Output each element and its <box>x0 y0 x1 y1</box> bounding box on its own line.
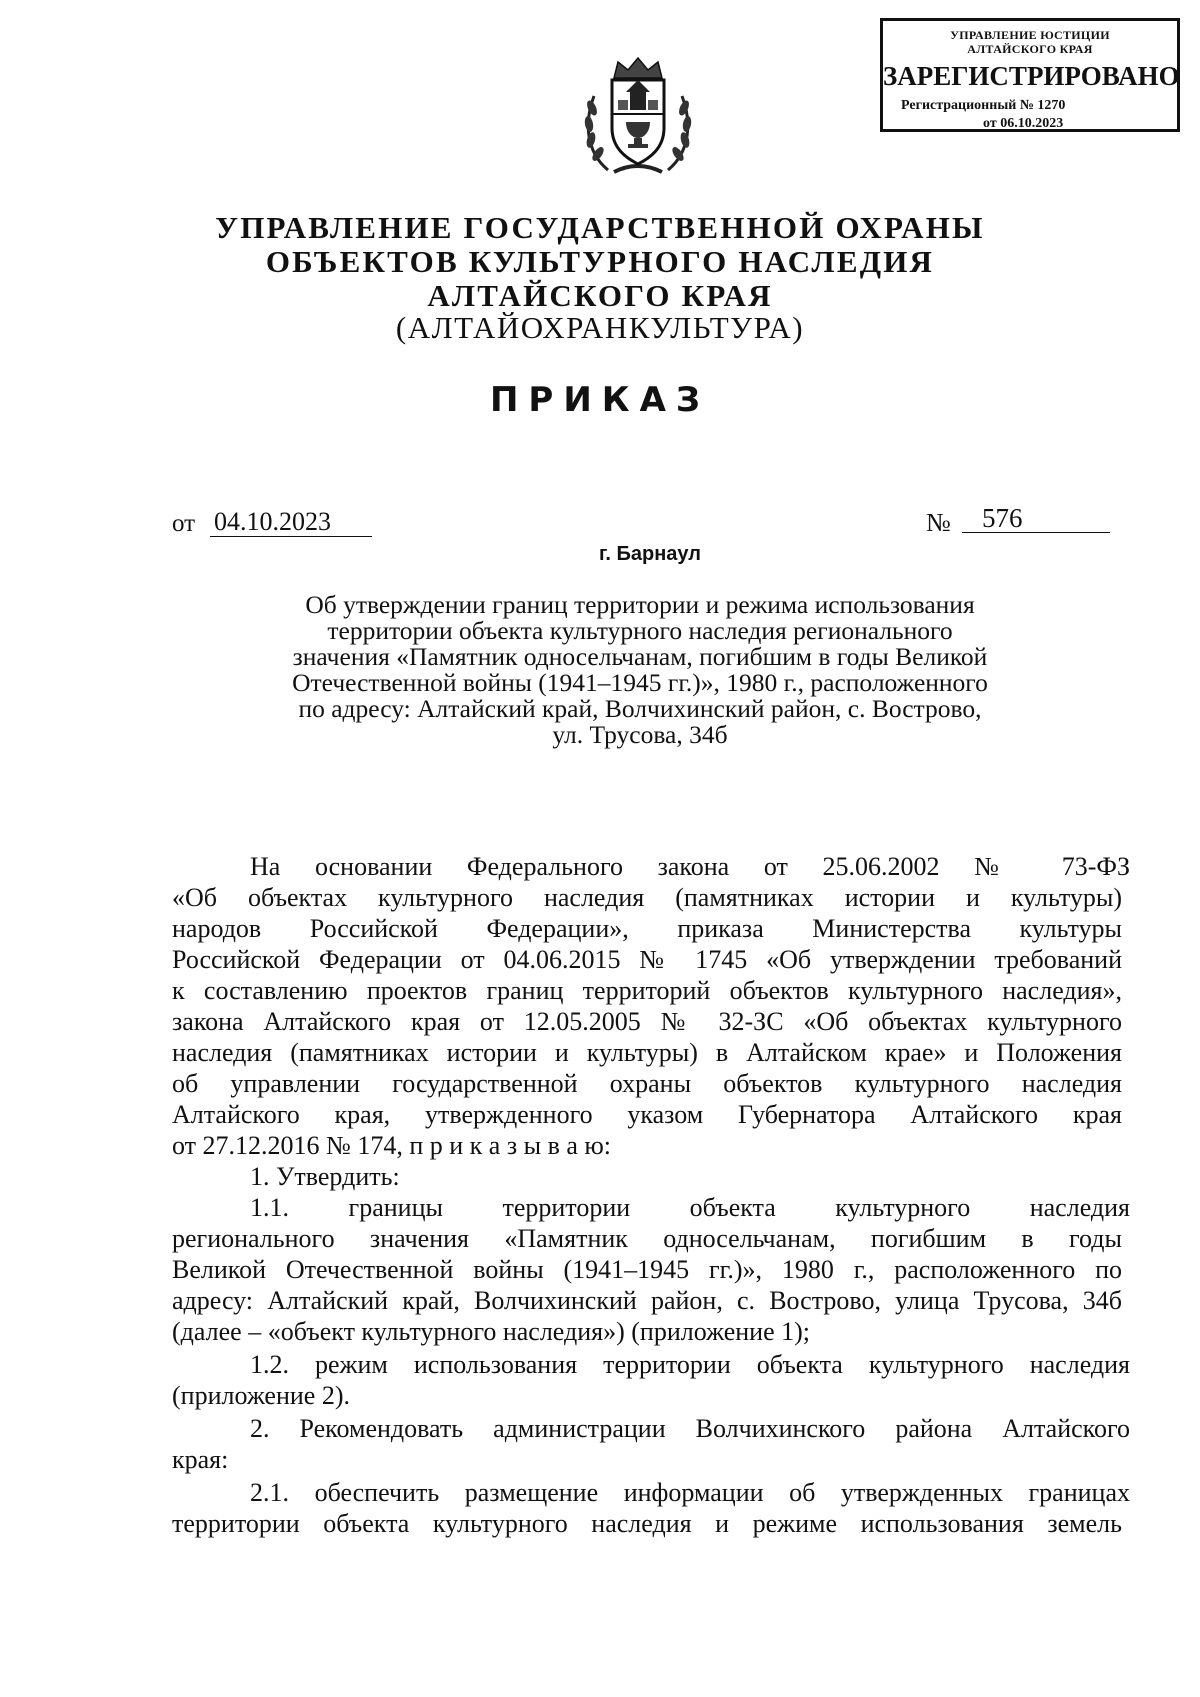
body-line: Великой Отечественной войны (1941–1945 гг.)», 1980 г., расположенного по <box>172 1255 1122 1284</box>
body-line: края: <box>172 1445 229 1474</box>
body-line: к составлению проектов границ территорий объектов культурного наследия», <box>172 976 1122 1005</box>
stamp-reg-date: от 06.10.2023 <box>983 116 1064 131</box>
title-line: значения «Памятник односельчанам, погибшим в годы Великой <box>292 642 988 671</box>
org-name-line1: УПРАВЛЕНИЕ ГОСУДАРСТВЕННОЙ ОХРАНЫ <box>215 210 985 245</box>
body-line: (далее – «объект культурного наследия») (приложение 1); <box>172 1317 810 1346</box>
body-line: 1.2. режим использования территории объекта культурного наследия <box>250 1350 1130 1379</box>
city: г. Барнаул <box>599 543 701 565</box>
stamp-authority-line2: АЛТАЙСКОГО КРАЯ <box>967 42 1093 56</box>
body-line: адресу: Алтайский край, Волчихинский район, с. Вострово, улица Трусова, 34б <box>172 1286 1122 1315</box>
stamp-reg-number: Регистрационный № 1270 <box>901 98 1066 113</box>
body-line: 1.1. границы территории объекта культурного наследия <box>250 1193 1130 1222</box>
order-date: 04.10.2023 <box>210 508 372 537</box>
body-line: (приложение 2). <box>172 1381 351 1410</box>
order-title <box>240 592 1040 748</box>
body-line: 1. Утвердить: <box>250 1162 400 1191</box>
date-prefix: от <box>172 510 196 537</box>
body-line: 2.1. обеспечить размещение информации об утвержденных границах <box>250 1478 1130 1507</box>
number-prefix: № <box>926 508 951 537</box>
body-line: Российской Федерации от 04.06.2015 № 1745 «Об утверждении требований <box>172 945 1122 974</box>
body-line: территории объекта культурного наследия и режиме использования земель <box>172 1509 1122 1538</box>
title-line: территории объекта культурного наследия регионального <box>327 616 953 645</box>
org-short-name: (АЛТАЙОХРАНКУЛЬТУРА) <box>395 310 805 345</box>
registration-stamp <box>880 18 1180 132</box>
stamp-authority-line1: УПРАВЛЕНИЕ ЮСТИЦИИ <box>950 28 1110 42</box>
body-line: закона Алтайского края от 12.05.2005 № 32-ЗС «Об объектах культурного <box>172 1007 1122 1036</box>
title-line: по адресу: Алтайский край, Волчихинский район, с. Вострово, <box>298 694 982 723</box>
body-line: На основании Федерального закона от 25.06.2002 № 73-ФЗ <box>250 852 1130 881</box>
stamp-status: ЗАРЕГИСТРИРОВАНО <box>883 61 1180 91</box>
title-line: ул. Трусова, 34б <box>552 720 728 749</box>
body-line: наследия (памятниках истории и культуры) в Алтайском крае» и Положения <box>172 1038 1122 1067</box>
title-line: Отечественной войны (1941–1945 гг.)», 1980 г., расположенного <box>292 668 988 697</box>
body-line: об управлении государственной охраны объектов культурного наследия <box>172 1069 1122 1098</box>
document-type: ПРИКАЗ <box>489 380 711 420</box>
title-line: Об утверждении границ территории и режима использования <box>305 590 975 619</box>
body-line: Алтайского края, утвержденного указом Губернатора Алтайского края <box>172 1100 1122 1129</box>
body-line: регионального значения «Памятник односельчанам, погибшим в годы <box>172 1224 1122 1253</box>
org-name-line2: ОБЪЕКТОВ КУЛЬТУРНОГО НАСЛЕДИЯ <box>265 244 935 279</box>
coat-of-arms-icon <box>578 52 698 180</box>
org-name-line3: АЛТАЙСКОГО КРАЯ <box>427 278 773 313</box>
body-line: 2. Рекомендовать администрации Волчихинского района Алтайского <box>250 1414 1130 1443</box>
body-line: народов Российской Федерации», приказа Министерства культуры <box>172 914 1122 943</box>
body-line: от 27.12.2016 № 174, п р и к а з ы в а ю: <box>172 1131 612 1160</box>
order-number: 576 <box>962 504 1110 533</box>
body-line: «Об объектах культурного наследия (памятниках истории и культуры) <box>172 883 1122 912</box>
